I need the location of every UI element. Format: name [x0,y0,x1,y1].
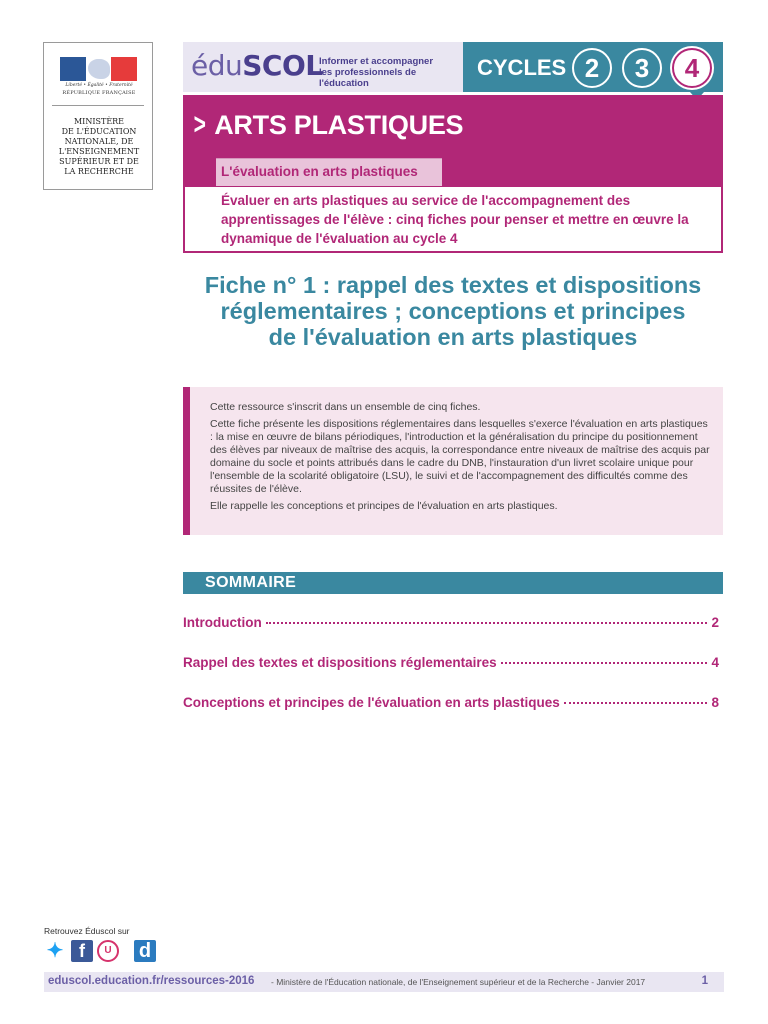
subject-subtitle: L'évaluation en arts plastiques [216,158,442,186]
toc-leader [564,702,708,704]
facebook-icon[interactable]: f [71,940,93,962]
intro-paragraph-2: Cette fiche présente les dispositions réglementaires dans lesquelles s'exerce l'évaluation en arts plastiques : la mise en œuvre de bilans périodiques, l'introduction et la généralisation du principe du positionnement des élèves par niveaux de maîtrise des acquis, la correspondance entre niveaux de maîtrise des acquis par domaine du socle et points attribués dans le cadre du DNB, l'instauration d'un livret scolaire unique pour l'ensemble de la scolarité obligatoire (LSU), le suivi et de l'accompagnement des difficultés comme des réussites de l'élève. [210,418,710,495]
subject-description-box [185,187,721,251]
toc-item-introduction[interactable]: Introduction 2 [183,615,719,630]
ministry-logo-block [43,42,153,190]
marianne-logo [60,57,137,81]
cycle-4-badge-active: 4 [672,48,712,88]
footer-bar [44,972,724,992]
twitter-icon[interactable]: ✦ [44,940,66,962]
page-number: 1 [701,975,708,987]
subject-description: Évaluer en arts plastiques au service de l'accompagnement des apprentissages de l'élève : cinq fiches pour penser et mettre en œuvre la dynamique de l'évaluation au cycle 4 [221,193,689,246]
intro-paragraph-1: Cette ressource s'inscrit dans un ensemble de cinq fiches. [210,401,481,413]
subject-banner [183,95,723,253]
eduscol-url-link[interactable]: eduscol.education.fr/ressources-2016 [48,975,255,987]
toc-item-rappel-textes[interactable]: Rappel des textes et dispositions réglementaires 4 [183,655,719,670]
republique-francaise-label: RÉPUBLIQUE FRANÇAISE [62,90,136,96]
follow-eduscol-label: Retrouvez Éduscol sur [44,926,130,936]
cycles-label: CYCLES [477,55,567,80]
fiche-title: Fiche n° 1 : rappel des textes et dispositions réglementaires ; conceptions et principes de l'évaluation en arts plastiques [204,272,702,350]
cycle-3-badge: 3 [622,48,662,88]
toc-item-conceptions-principes[interactable]: Conceptions et principes de l'évaluation en arts plastiques 8 [183,695,719,710]
eduscol-logo: éduSCOL [191,49,323,82]
sommaire-header: SOMMAIRE [183,572,723,594]
republic-motto: Liberté • Égalité • Fraternité [65,83,133,88]
intro-paragraph-3: Elle rappelle les conceptions et principes de l'évaluation en arts plastiques. [210,500,558,512]
subject-title: > ARTS PLASTIQUES [193,108,464,141]
dailymotion-icon[interactable]: d [134,940,156,962]
cycle-2-badge: 2 [572,48,612,88]
intro-box [183,387,723,535]
eduscol-tagline: Informer et accompagner les professionnels de l'éducation [319,56,434,89]
eduscol-header[interactable] [183,42,463,92]
toc-leader [501,662,708,664]
ministry-name: MINISTÈRE DE L'ÉDUCATION NATIONALE, DE L'ENSEIGNEMENT SUPÉRIEUR ET DE LA RECHERCHE [58,117,140,176]
chevron-right-icon: > [193,108,206,141]
toc-leader [266,622,708,624]
cycles-header [463,42,723,92]
ministry-divider [52,105,144,106]
canal-u-icon[interactable]: U [97,940,119,962]
footer-info: - Ministère de l'Éducation nationale, de l'Enseignement supérieur et de la Recherche - Janvier 2017 [271,977,646,987]
